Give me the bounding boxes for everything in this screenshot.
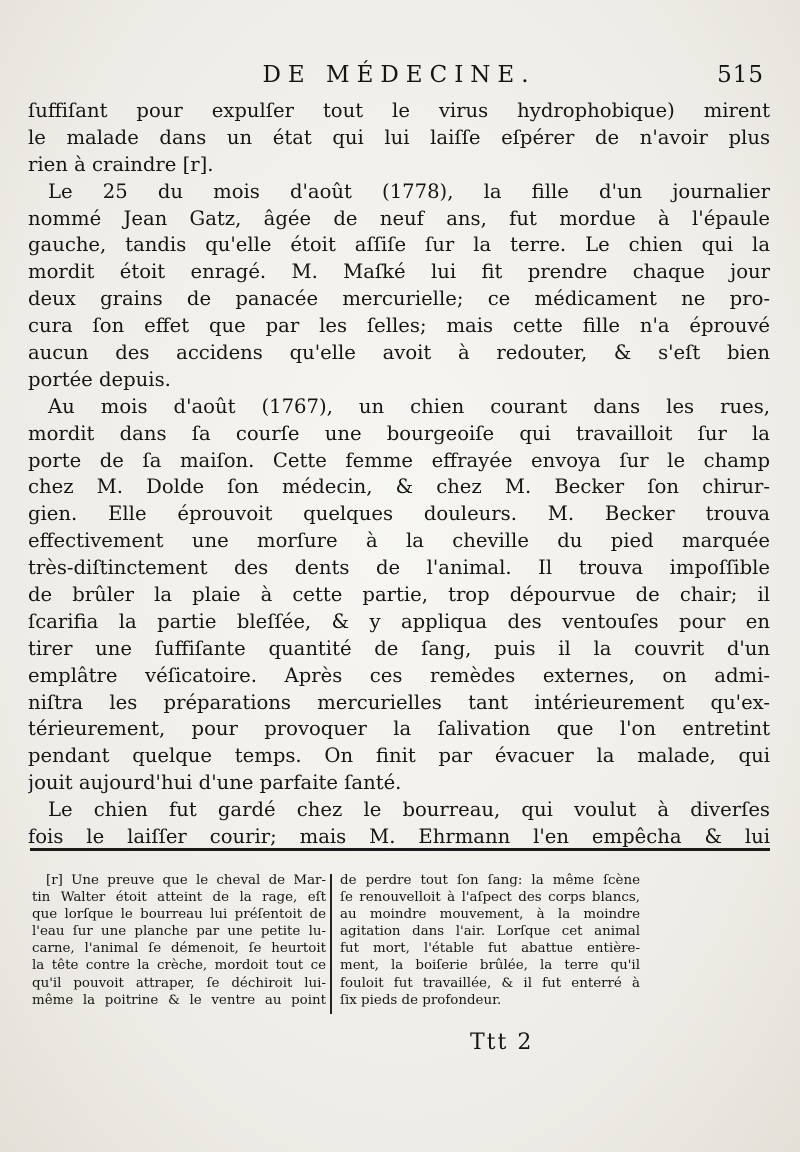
footnote-line: qu'il pouvoit attraper, ſe déchiroit lui- [32,975,326,991]
footnote-line: au moindre mouvement, à la moindre [340,907,640,923]
footnote-left-column [32,872,326,1009]
text-line: mordit dans ſa courſe une bourgeoiſe qui travailloit ſur la [28,421,770,445]
text-line: porte de ſa maiſon. Cette femme effrayée envoya ſur le champ [28,448,770,472]
footnote-line: ſix pieds de profondeur. [340,992,502,1008]
text-line: tirer une ſuffiſante quantité de ſang, puis il la couvrit d'un [28,636,770,660]
text-line: ſcarifia la partie bleſſée, & y appliqua des ventouſes pour en [28,609,770,633]
text-line: de brûler la plaie à cette partie, trop dépourvue de chair; il [28,583,770,607]
text-line: jouit aujourd'hui d'une parfaite ſanté. [28,771,402,795]
footnote-column-divider [330,874,332,1014]
text-line: nommé Jean Gatz, âgée de neuf ans, fut mordue à l'épaule [28,206,770,230]
footnote-line: [r] Une preuve que le cheval de Mar- [46,873,326,888]
main-text [28,98,770,851]
text-line: très-diſtinctement des dents de l'animal. Il trouva impoſſible [28,556,770,580]
text-line: rien à craindre [r]. [28,152,214,176]
footnote-right-column [340,872,640,1009]
text-line: emplâtre véſicatoire. Après ces remèdes externes, on admi- [28,663,770,687]
text-line: gauche, tandis qu'elle étoit aſſiſe ſur la terre. Le chien qui la [28,233,770,257]
footnote-line: la tête contre la crèche, mordoit tout ce [32,958,326,974]
footnote-line: ment, la boiſerie brûlée, la terre qu'il [340,958,640,974]
text-line: térieurement, pour provoquer la ſalivation que l'on entretint [28,717,770,741]
text-line: aucun des accidens qu'elle avoit à redouter, & s'eſt bien [28,341,770,365]
footnote-line: l'eau ſur une planche par une petite lu- [32,924,326,940]
footnote-line: tin Walter étoit atteint de la rage, eſt [32,890,326,906]
text-line: effectivement une morſure à la cheville du pied marquée [28,529,770,553]
text-line: mordit étoit enragé. M. Maſké lui fit prendre chaque jour [28,260,770,284]
text-line: Le chien fut gardé chez le bourreau, qui voulut à diverſes [48,798,770,822]
text-line: Au mois d'août (1767), un chien courant dans les rues, [48,394,770,418]
text-line: Le 25 du mois d'août (1778), la fille d'un journalier [48,179,770,203]
text-line: chez M. Dolde ſon médecin, & chez M. Becker ſon chirur- [28,475,770,499]
text-line: deux grains de panacée mercurielle; ce médicament ne pro- [28,287,770,311]
text-line: le malade dans un état qui lui laiſſe eſpérer de n'avoir plus [28,125,770,149]
footnotes [32,872,770,1022]
running-head: DE MÉDECINE. [262,62,536,88]
text-line: pendant quelque temps. On finit par évacuer la malade, qui [28,744,770,768]
page-header [28,62,770,100]
footnote-line: carne, l'animal ſe démenoit, ſe heurtoit [32,941,326,957]
footnote-line: ſe renouvelloit à l'aſpect des corps blancs, [340,890,640,906]
footnote-line: agitation dans l'air. Lorſque cet animal [340,924,640,940]
text-line: cura ſon effet que par les ſelles; mais cette fille n'a éprouvé [28,314,770,338]
page-number: 515 [717,62,764,88]
footnote-line: que lorſque le bourreau lui préſentoit de [32,907,326,923]
footnote-line: fouloit fut travaillée, & il fut enterré à [340,975,640,991]
text-line: ſuffiſant pour expulſer tout le virus hydrophobique) mirent [28,99,770,122]
footnote-line: même la poitrine & le ventre au point [32,992,326,1008]
text-line: portée depuis. [28,367,171,391]
text-line: fois le laiſſer courir; mais M. Ehrmann l'en empêcha & lui [28,825,770,849]
footnote-line: fut mort, l'étable fut abattue entière- [340,941,640,957]
text-line: gien. Elle éprouvoit quelques douleurs. M. Becker trouva [28,502,770,526]
footnote-line: de perdre tout ſon ſang: la même ſcène [340,873,640,888]
footnote-rule [30,848,770,851]
signature-mark: Ttt 2 [470,1030,534,1055]
text-line: niſtra les préparations mercurielles tant intérieurement qu'ex- [28,690,770,714]
